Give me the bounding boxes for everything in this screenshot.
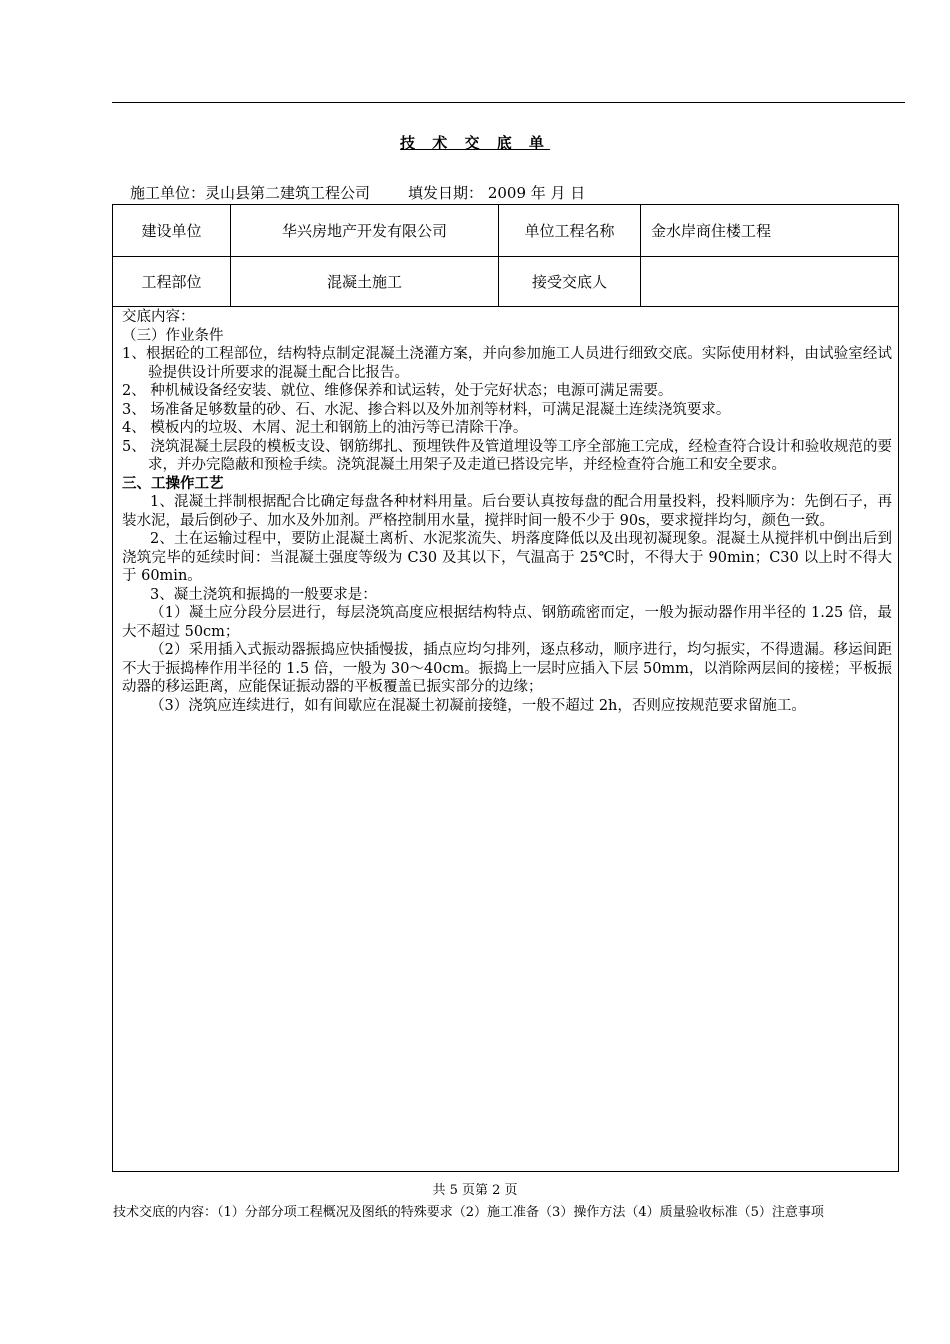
label-recipient: 接受交底人 — [499, 256, 641, 306]
table-row — [113, 256, 898, 307]
header-rule — [112, 102, 905, 103]
issue-date-label: 填发日期： — [408, 184, 484, 202]
disclosure-content — [122, 308, 892, 715]
paragraph: （3）浇筑应连续进行，如有间歇应在混凝土初凝前接缝，一般不超过 2h，否则应按规范要求留施工。 — [150, 697, 806, 714]
list-item: 1、根据砼的工程部位，结构特点制定混凝土浇灌方案，并向参加施工人员进行细致交底。实际使用材料，由试验室经试验提供设计所要求的混凝土配合比报告。 — [122, 346, 892, 381]
footer-note: 技术交底的内容：（1）分部分项工程概况及图纸的特殊要求（2）施工准备（3）操作方法（4）质量验收标准（5）注意事项 — [113, 1205, 824, 1220]
label-work-part: 工程部位 — [113, 256, 231, 306]
page-number: 共 5 页第 2 页 — [432, 1183, 518, 1198]
section-work-conditions: （三）作业条件 — [122, 327, 224, 344]
paragraph: 1、混凝土拌制根据配合比确定每盘各种材料用量。后台要认真按每盘的配合用量投料，投料顺序为：先倒石子，再装水泥，最后倒砂子、加水及外加剂。严格控制用水量，搅拌时间一般不少于 90s，要求搅拌均匀，颜色一致。 — [122, 494, 892, 529]
construction-unit: 施工单位：灵山县第二建筑工程公司 — [130, 184, 371, 202]
disclosure-form — [112, 204, 899, 1172]
paragraph: （1）凝土应分段分层进行，每层浇筑高度应根据结构特点、钢筋疏密而定，一般为振动器作用半径的 1.25 倍，最大不超过 50cm； — [122, 605, 892, 640]
value-client: 华兴房地产开发有限公司 — [231, 205, 499, 256]
value-project-name: 金水岸商住楼工程 — [651, 222, 772, 240]
list-item: 3、 场准备足够数量的砂、石、水泥、掺合料以及外加剂等材料，可满足混凝土连续浇筑要求。 — [122, 401, 731, 418]
content-heading: 交底内容： — [122, 309, 195, 325]
label-client: 建设单位 — [113, 205, 231, 256]
issue-date-value: 2009 年 月 日 — [487, 184, 586, 202]
document-title: 技 术 交 底 单 — [400, 134, 550, 152]
list-item: 2、 种机械设备经安装、就位、维修保养和试运转，处于完好状态；电源可满足需要。 — [122, 383, 673, 399]
info-line — [130, 182, 585, 203]
value-work-part: 混凝土施工 — [231, 256, 499, 306]
list-item: 4、 模板内的垃圾、木屑、泥土和钢筋上的油污等已清除干净。 — [122, 420, 528, 436]
table-row — [113, 205, 898, 257]
section-operation-process: 三、工操作工艺 — [122, 475, 224, 492]
paragraph: 2、土在运输过程中，要防止混凝土离析、水泥浆流失、坍落度降低以及出现初凝现象。混凝土从搅拌机中倒出后到浇筑完毕的延续时间：当混凝土强度等级为 C30 及其以下，气温高于 25℃时，不得大于 90min；C30 以上时不得大于 60min。 — [122, 531, 892, 584]
list-item: 5、 浇筑混凝土层段的模板支设、钢筋绑扎、预埋铁件及管道埋设等工序全部施工完成，经检查符合设计和验收规范的要求，并办完隐蔽和预检手续。浇筑混凝土用架子及走道已搭设完毕，并经检查符合施工和安全要求。 — [122, 438, 892, 473]
value-recipient — [641, 256, 898, 306]
paragraph: 3、凝土浇筑和振捣的一般要求是： — [150, 586, 377, 603]
label-project-name: 单位工程名称 — [499, 205, 641, 256]
paragraph: （2）采用插入式振动器振捣应快插慢拔，插点应均匀排列，逐点移动，顺序进行，均匀振实，不得遗漏。移运间距不大于振捣棒作用半径的 1.5 倍，一般为 30～40cm。振捣上一层时应插入下层 50mm，以消除两层间的接槎；平板振动器的移运距离，应能保证振动器的平板覆盖已振实部分的边缘； — [122, 642, 892, 695]
